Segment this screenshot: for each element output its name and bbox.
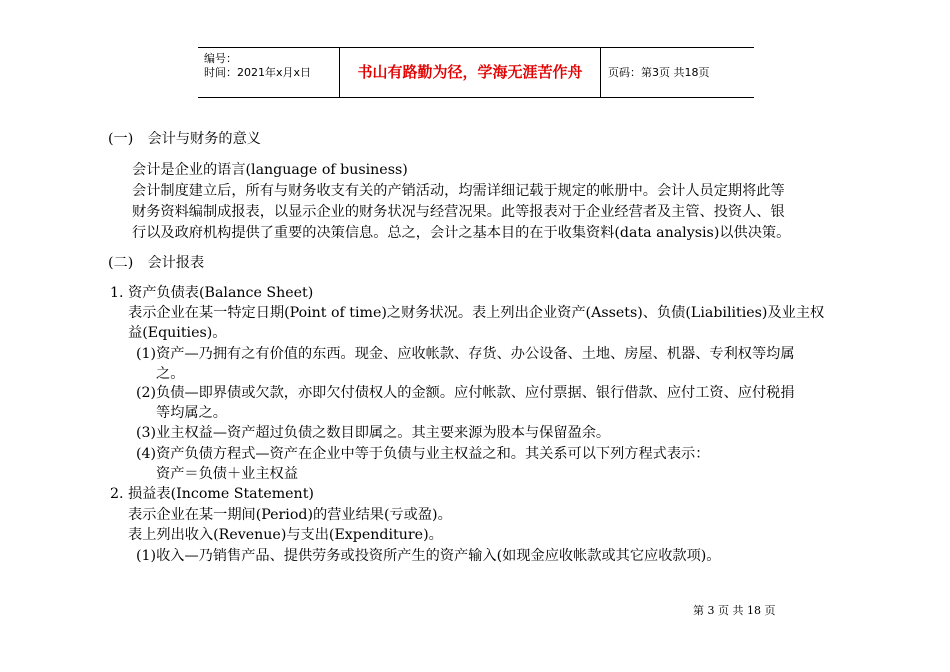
page-header bbox=[198, 47, 754, 98]
item-1-sub-1-line-1: (1)资产—乃拥有之有价值的东西。现金、应收帐款、存货、办公设备、土地、房屋、机器、专利权等均属 bbox=[136, 346, 795, 362]
item-1-sub-1-line-2: 之。 bbox=[156, 366, 185, 382]
section-1-title: (一) 会计与财务的意义 bbox=[108, 131, 261, 147]
header-motto: 书山有路勤为径，学海无涯苦作舟 bbox=[340, 48, 601, 97]
number-label: 编号： bbox=[204, 52, 237, 65]
item-2-sub-1: (1)收入—乃销售产品、提供劳务或投资所产生的资产输入(如现金应收帐款或其它应收款项)。 bbox=[136, 548, 721, 564]
item-2-desc-line-2: 表上列出收入(Revenue)与支出(Expenditure)。 bbox=[128, 527, 443, 543]
header-left-cell bbox=[198, 48, 340, 97]
balance-equation: 资产＝负债＋业主权益 bbox=[156, 466, 298, 482]
item-1-sub-3: (3)业主权益—资产超过负债之数目即属之。其主要来源为股本与保留盈余。 bbox=[136, 425, 611, 441]
date-line: 时间：2021年x月x日 bbox=[204, 66, 312, 79]
header-page-info: 页码：第3页 共18页 bbox=[608, 66, 710, 79]
item-1-sub-2-line-1: (2)负债—即界债或欠款，亦即欠付债权人的金额。应付帐款、应付票据、银行借款、应付工资、应付税捐 bbox=[136, 385, 795, 401]
item-1-sub-4: (4)资产负债方程式—资产在企业中等于负债与业主权益之和。其关系可以下列方程式表示： bbox=[136, 446, 710, 462]
item-2-heading: 2. 损益表(Income Statement) bbox=[110, 486, 314, 502]
section-2-title: (二) 会计报表 bbox=[108, 255, 205, 271]
page-footer: 第 3 页 共 18 页 bbox=[693, 604, 776, 617]
item-1-desc-line-2: 益(Equities)。 bbox=[128, 325, 227, 341]
section-1-paragraph-line-4: 行以及政府机构提供了重要的决策信息。总之，会计之基本目的在于收集资料(data analysis)以供决策。 bbox=[132, 225, 791, 241]
section-1-paragraph-line-2: 会计制度建立后，所有与财务收支有关的产销活动，均需详细记载于规定的帐册中。会计人员定期将此等 bbox=[132, 183, 785, 199]
item-1-desc-line-1: 表示企业在某一特定日期(Point of time)之财务状况。表上列出企业资产(Assets)、负债(Liabilities)及业主权 bbox=[128, 305, 825, 321]
item-2-desc-line-1: 表示企业在某一期间(Period)的营业结果(亏或盈)。 bbox=[128, 507, 452, 523]
section-1-paragraph-line-1: 会计是企业的语言(language of business) bbox=[132, 162, 408, 178]
item-1-sub-2-line-2: 等均属之。 bbox=[156, 405, 227, 421]
item-1-heading: 1. 资产负债表(Balance Sheet) bbox=[110, 285, 314, 301]
section-1-paragraph-line-3: 财务资料编制成报表，以显示企业的财务状况与经营况果。此等报表对于企业经营者及主管、投资人、银 bbox=[132, 204, 785, 220]
